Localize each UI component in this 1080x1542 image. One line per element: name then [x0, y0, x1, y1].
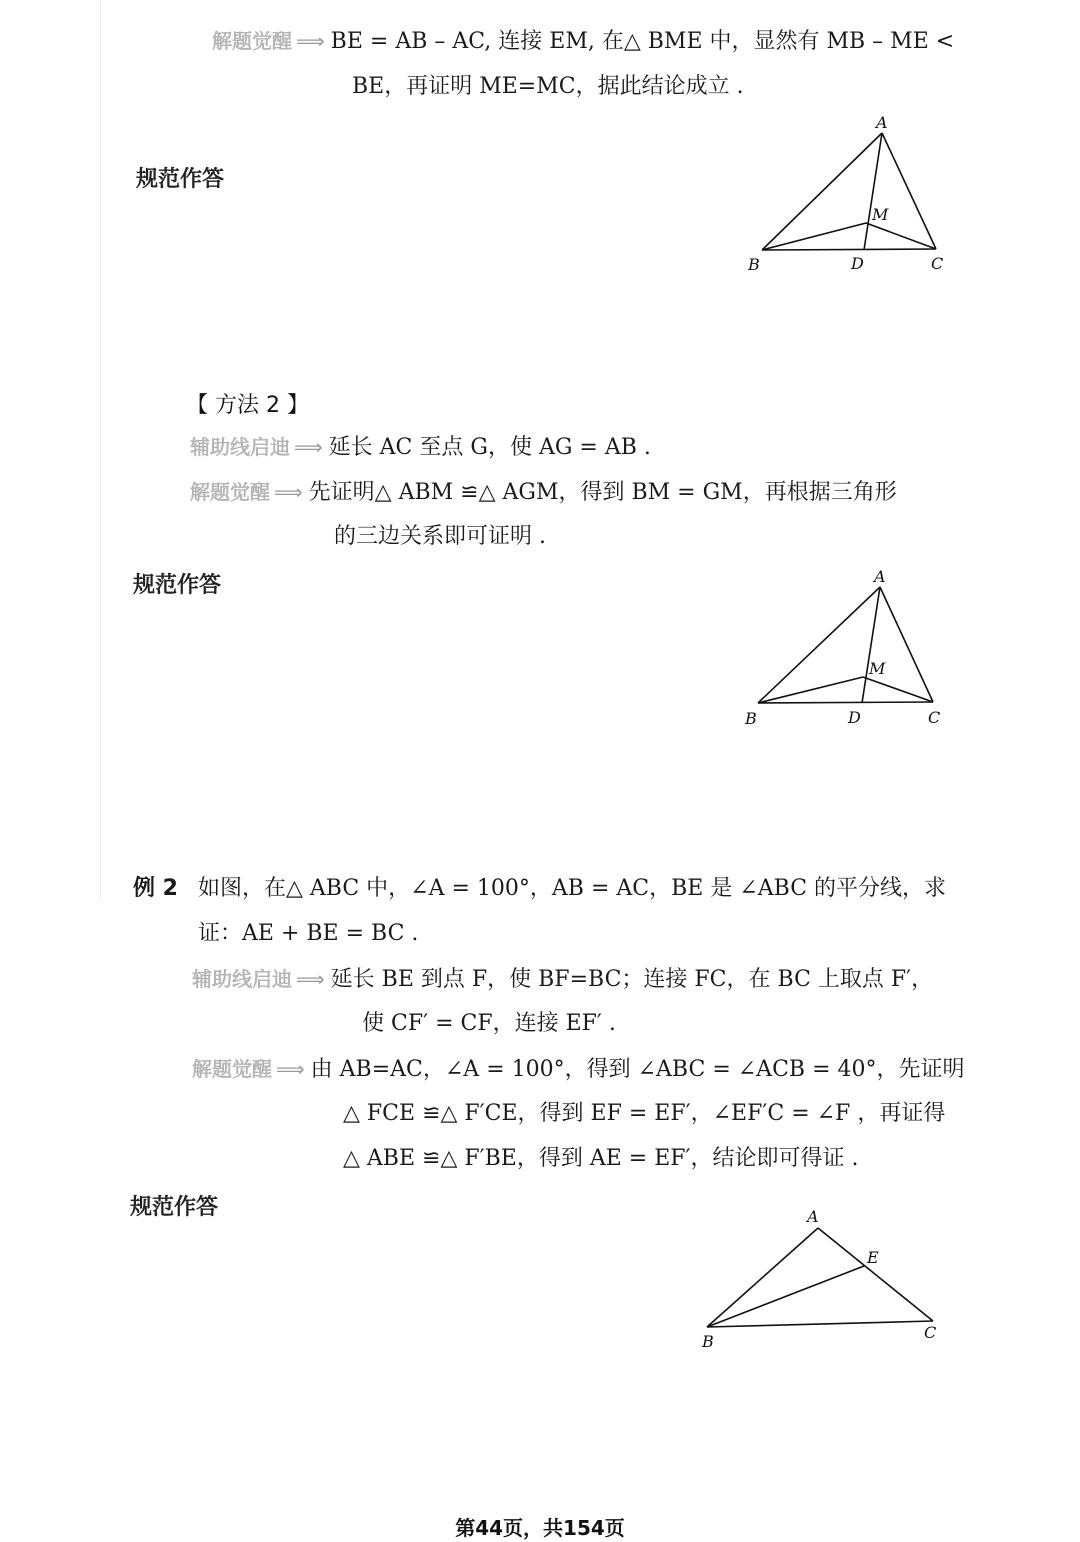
example2-insight-line2: △ FCE ≌△ F′CE，得到 EF = EF′，∠EF′C = ∠F ，再证得: [343, 1101, 946, 1126]
implies-arrow-icon: ⟹: [274, 480, 303, 504]
example2-insight-line3: △ ABE ≌△ F′BE，得到 AE = EF′，结论即可得证 .: [343, 1146, 859, 1171]
segment-BC: [758, 702, 933, 703]
segment-BE: [707, 1266, 864, 1327]
insight-tag: 解题觉醒: [192, 1057, 272, 1081]
insight-text: 先证明△ ABM ≌△ AGM，得到 BM = GM，再根据三角形: [308, 480, 897, 505]
page-footer: 第44页，共154页: [455, 1516, 625, 1540]
method1-insight-line2: BE，再证明 ME=MC，据此结论成立 .: [352, 74, 744, 99]
insight-text: 由 AB=AC，∠A = 100°，得到 ∠ABC = ∠ACB = 40°，先证明: [310, 1057, 965, 1082]
segment-BM: [758, 677, 863, 703]
page-edge-divider: [100, 0, 101, 900]
segment-BM: [762, 223, 866, 250]
example2-aux-line1: [192, 964, 933, 995]
method2-insight-line1: [190, 477, 897, 508]
point-label-B: B: [748, 255, 760, 274]
answer-heading: 规范作答: [136, 167, 225, 192]
segment-BC: [762, 249, 936, 250]
point-label-E: E: [867, 1248, 879, 1267]
triangle-figure-method2: [735, 565, 955, 735]
point-label-A: A: [874, 567, 886, 586]
point-label-A: A: [807, 1207, 819, 1226]
example2-problem-line1: [133, 874, 946, 904]
insight-tag: 解题觉醒: [190, 480, 270, 504]
triangle-figure-method1: [740, 110, 960, 280]
implies-arrow-icon: ⟹: [294, 435, 323, 459]
implies-arrow-icon: ⟹: [296, 967, 325, 991]
example2-problem-line2: 证：AE + BE = BC .: [198, 921, 419, 946]
insight-tag: 解题觉醒: [212, 29, 292, 53]
method1-insight-line1: [212, 26, 954, 57]
segment-BC: [707, 1321, 933, 1327]
aux-tag: 辅助线启迪: [190, 435, 290, 459]
segment-AB: [762, 133, 882, 250]
segment-AB: [707, 1228, 818, 1327]
aux-text: 延长 AC 至点 G，使 AG = AB .: [328, 435, 651, 460]
segment-AD: [862, 587, 880, 703]
example2-insight-line1: [192, 1054, 965, 1085]
problem-text: 如图，在△ ABC 中，∠A = 100°，AB = AC，BE 是 ∠ABC 的平分线，求: [197, 876, 947, 901]
insight-text: BE = AB – AC, 连接 EM, 在△ BME 中，显然有 MB – ME <: [330, 29, 955, 54]
point-label-C: C: [928, 708, 941, 727]
implies-arrow-icon: ⟹: [276, 1057, 305, 1081]
answer-heading: 规范作答: [130, 1195, 219, 1220]
segment-AC: [818, 1228, 933, 1321]
segment-AC: [880, 587, 933, 702]
method2-insight-line2: 的三边关系即可证明 .: [334, 524, 546, 549]
method2-aux-line: [190, 432, 651, 463]
segment-AD: [864, 133, 882, 250]
point-label-B: B: [745, 709, 757, 728]
point-label-A: A: [876, 113, 888, 132]
aux-tag: 辅助线启迪: [192, 967, 292, 991]
example-label: 例 2: [133, 876, 178, 901]
point-label-B: B: [702, 1332, 714, 1351]
point-label-D: D: [848, 708, 861, 727]
method2-title: 【 方法 2 】: [186, 393, 309, 418]
example2-aux-line2: 使 CF′ = CF，连接 EF′ .: [362, 1011, 616, 1036]
point-label-C: C: [924, 1323, 937, 1342]
implies-arrow-icon: ⟹: [296, 29, 325, 53]
point-label-D: D: [851, 254, 864, 273]
answer-heading: 规范作答: [133, 573, 222, 598]
point-label-M: M: [869, 659, 886, 678]
segment-AB: [758, 587, 880, 703]
point-label-C: C: [931, 254, 944, 273]
aux-text: 延长 BE 到点 F，使 BF=BC；连接 FC，在 BC 上取点 F′，: [330, 967, 934, 992]
triangle-figure-example2: [690, 1200, 950, 1360]
point-label-M: M: [872, 205, 889, 224]
